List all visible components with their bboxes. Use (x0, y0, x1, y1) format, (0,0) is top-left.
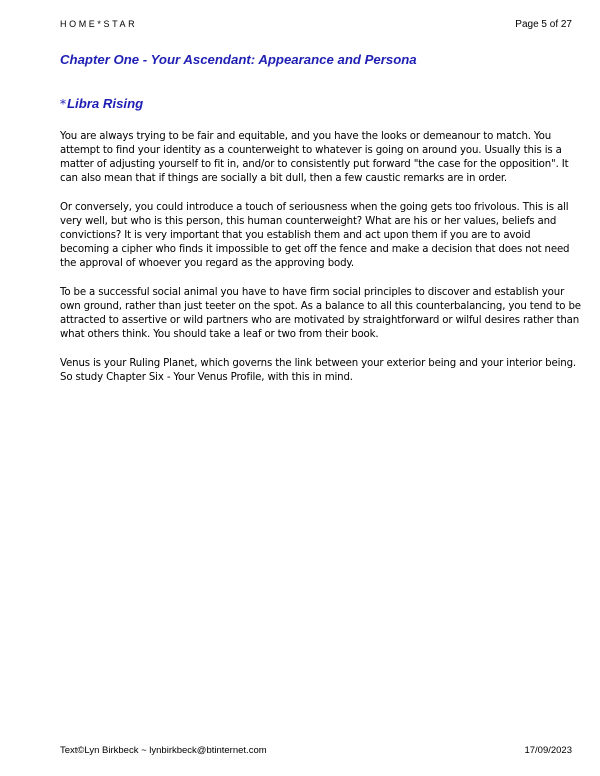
chapter-title: Chapter One - Your Ascendant: Appearance and Persona (60, 52, 417, 67)
paragraph-2: Or conversely, you could introduce a touch of seriousness when the going gets too frivolous. This is all very well, but who is this person, this human counterweight? What are his or her values, beliefs and convictions? It is very important that you establish them and act upon them if you are to avoid becoming a cipher who finds it impossible to get off the fence and make a decision that does not need the approval of whoever you regard as the approving body. (60, 202, 570, 269)
footer-date: 17/09/2023 (524, 745, 572, 756)
header-brand: HOME*STAR (60, 19, 138, 29)
paragraph-4: Venus is your Ruling Planet, which governs the link between your exterior being and your interior being. So study Chapter Six - Your Venus Profile, with this in mind. (60, 358, 576, 383)
footer-credit: Text©Lyn Birkbeck ~ lynbirkbeck@btinternet.com (60, 745, 267, 756)
section-title-text: Libra Rising (67, 96, 144, 111)
body-text (60, 130, 582, 400)
page-number: Page 5 of 27 (515, 19, 572, 30)
paragraph-3: To be a successful social animal you have to have firm social principles to discover and establish your own ground, rather than just teeter on the spot. As a balance to all this counterbalancing, you tend to be attracted to assertive or wild partners who are motivated by straightforward or wilful desires rather than what others think. You should take a leaf or two from their book. (60, 287, 581, 340)
section-title (60, 96, 143, 111)
paragraph-1: You are always trying to be fair and equitable, and you have the looks or demeanour to match. You attempt to find your identity as a counterweight to whatever is going on around you. Usually this is a matter of adjusting yourself to fit in, and/or to consistently put forward "the case for the opposition". It can also mean that if things are socially a bit dull, then a few caustic remarks are in order. (60, 131, 569, 184)
section-star-marker: * (60, 97, 66, 111)
